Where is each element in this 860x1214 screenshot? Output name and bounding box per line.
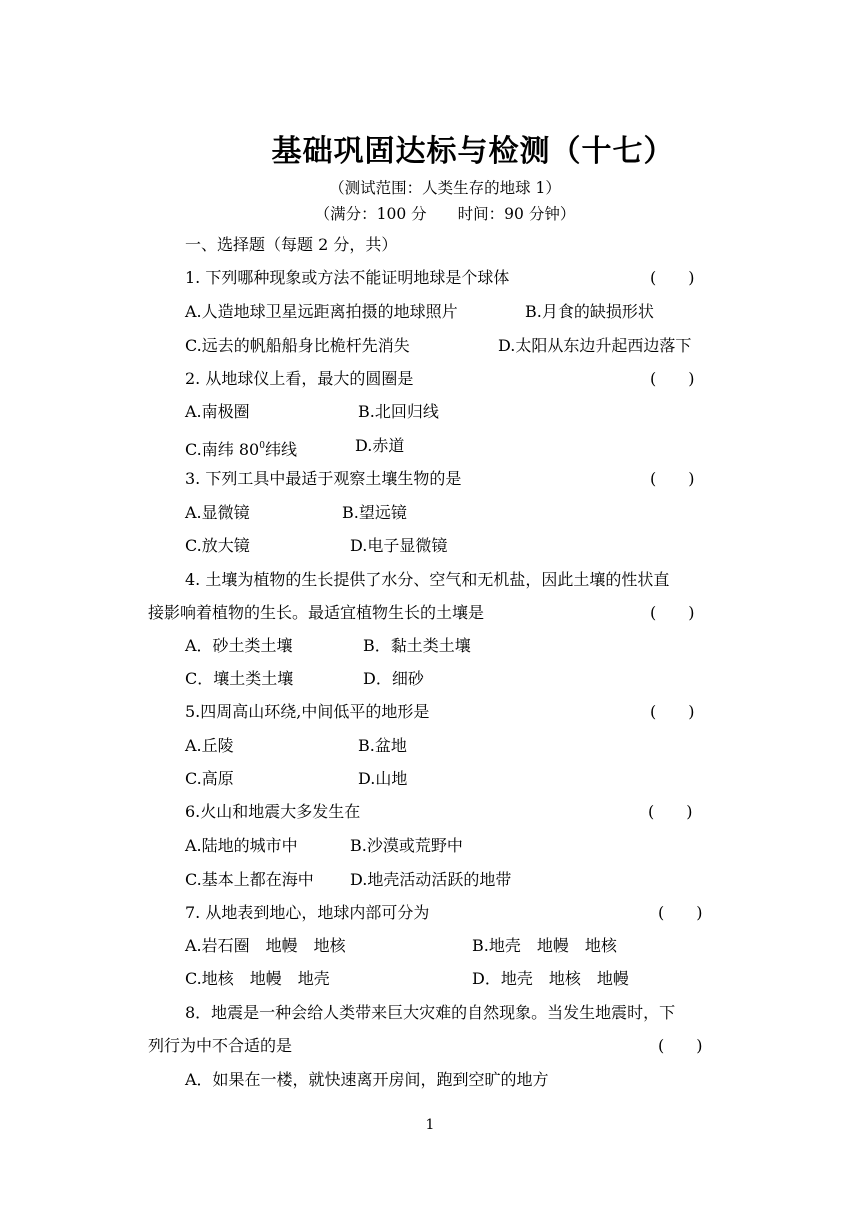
q6-option-b: B.沙漠或荒野中 [350, 836, 463, 855]
q5-option-d: D.山地 [358, 769, 408, 788]
score-time: （满分：100 分 时间：90 分钟） [314, 205, 576, 223]
q3-option-d: D.电子显微镜 [350, 536, 448, 555]
q4-option-b: B．黏土类土壤 [363, 636, 471, 655]
question-2-stem: 2. 从地球仪上看，最大的圆圈是 [185, 369, 414, 388]
answer-blank-4: ( ) [650, 603, 695, 622]
section-heading: 一、选择题（每题 2 分，共） [185, 235, 398, 254]
q5-option-c: C.高原 [185, 769, 234, 788]
question-3-stem: 3. 下列工具中最适于观察土壤生物的是 [185, 469, 462, 488]
q7-option-a: A.岩石圈 地幔 地核 [185, 936, 346, 955]
q2-option-c: C.南纬 $80^0$纬线 [185, 440, 297, 459]
q3-option-c: C.放大镜 [185, 536, 250, 555]
q3-option-a: A.显微镜 [185, 503, 250, 522]
q4-option-c: C．壤土类土壤 [185, 669, 294, 688]
q7-option-c: C.地核 地幔 地壳 [185, 969, 330, 988]
question-6-stem: 6.火山和地震大多发生在 [185, 802, 361, 821]
q4-option-d: D．细砂 [363, 669, 424, 688]
question-4-stem-line2: 接影响着植物的生长。最适宜植物生长的土壤是 [148, 603, 485, 622]
page-number: 1 [425, 1117, 435, 1133]
question-8-stem-line2: 列行为中不合适的是 [148, 1036, 293, 1055]
q6-option-a: A.陆地的城市中 [185, 836, 298, 855]
question-7-stem: 7. 从地表到地心，地球内部可分为 [185, 903, 430, 922]
answer-blank-3: ( ) [650, 469, 695, 488]
question-4-stem-line1: 4. 土壤为植物的生长提供了水分、空气和无机盐，因此土壤的性状直 [185, 570, 670, 589]
q2-option-d: D.赤道 [355, 436, 405, 455]
q5-option-b: B.盆地 [358, 736, 407, 755]
q6-option-d: D.地壳活动活跃的地带 [350, 870, 512, 889]
answer-blank-5: ( ) [650, 702, 695, 721]
q6-option-c: C.基本上都在海中 [185, 870, 314, 889]
question-1-stem: 1. 下列哪种现象或方法不能证明地球是个球体 [185, 268, 510, 287]
answer-blank-8: ( ) [658, 1036, 703, 1055]
q1-option-c: C.远去的帆船船身比桅杆先消失 [185, 336, 410, 355]
question-8-stem-line1: 8．地震是一种会给人类带来巨大灾难的自然现象。当发生地震时，下 [185, 1003, 676, 1022]
q2-option-b: B.北回归线 [358, 402, 439, 421]
question-5-stem: 5.四周高山环绕,中间低平的地形是 [185, 702, 430, 721]
q3-option-b: B.望远镜 [342, 503, 407, 522]
q1-option-d: D.太阳从东边升起西边落下 [498, 336, 692, 355]
q7-option-d: D．地壳 地核 地幔 [472, 969, 629, 988]
test-scope: （测试范围：人类生存的地球 1） [329, 179, 561, 197]
q5-option-a: A.丘陵 [185, 736, 234, 755]
answer-blank-6: ( ) [648, 802, 693, 821]
q1-option-b: B.月食的缺损形状 [525, 302, 654, 321]
q8-option-a: A．如果在一楼，就快速离开房间，跑到空旷的地方 [185, 1070, 549, 1089]
q2-option-a: A.南极圈 [185, 402, 250, 421]
q7-option-b: B.地壳 地幔 地核 [472, 936, 617, 955]
answer-blank-1: ( ) [650, 268, 695, 287]
answer-blank-7: ( ) [658, 903, 703, 922]
page-title: 基础巩固达标与检测（十七） [271, 134, 675, 169]
answer-blank-2: ( ) [650, 369, 695, 388]
q1-option-a: A.人造地球卫星远距离拍摄的地球照片 [185, 302, 458, 321]
q4-option-a: A．砂土类土壤 [185, 636, 293, 655]
